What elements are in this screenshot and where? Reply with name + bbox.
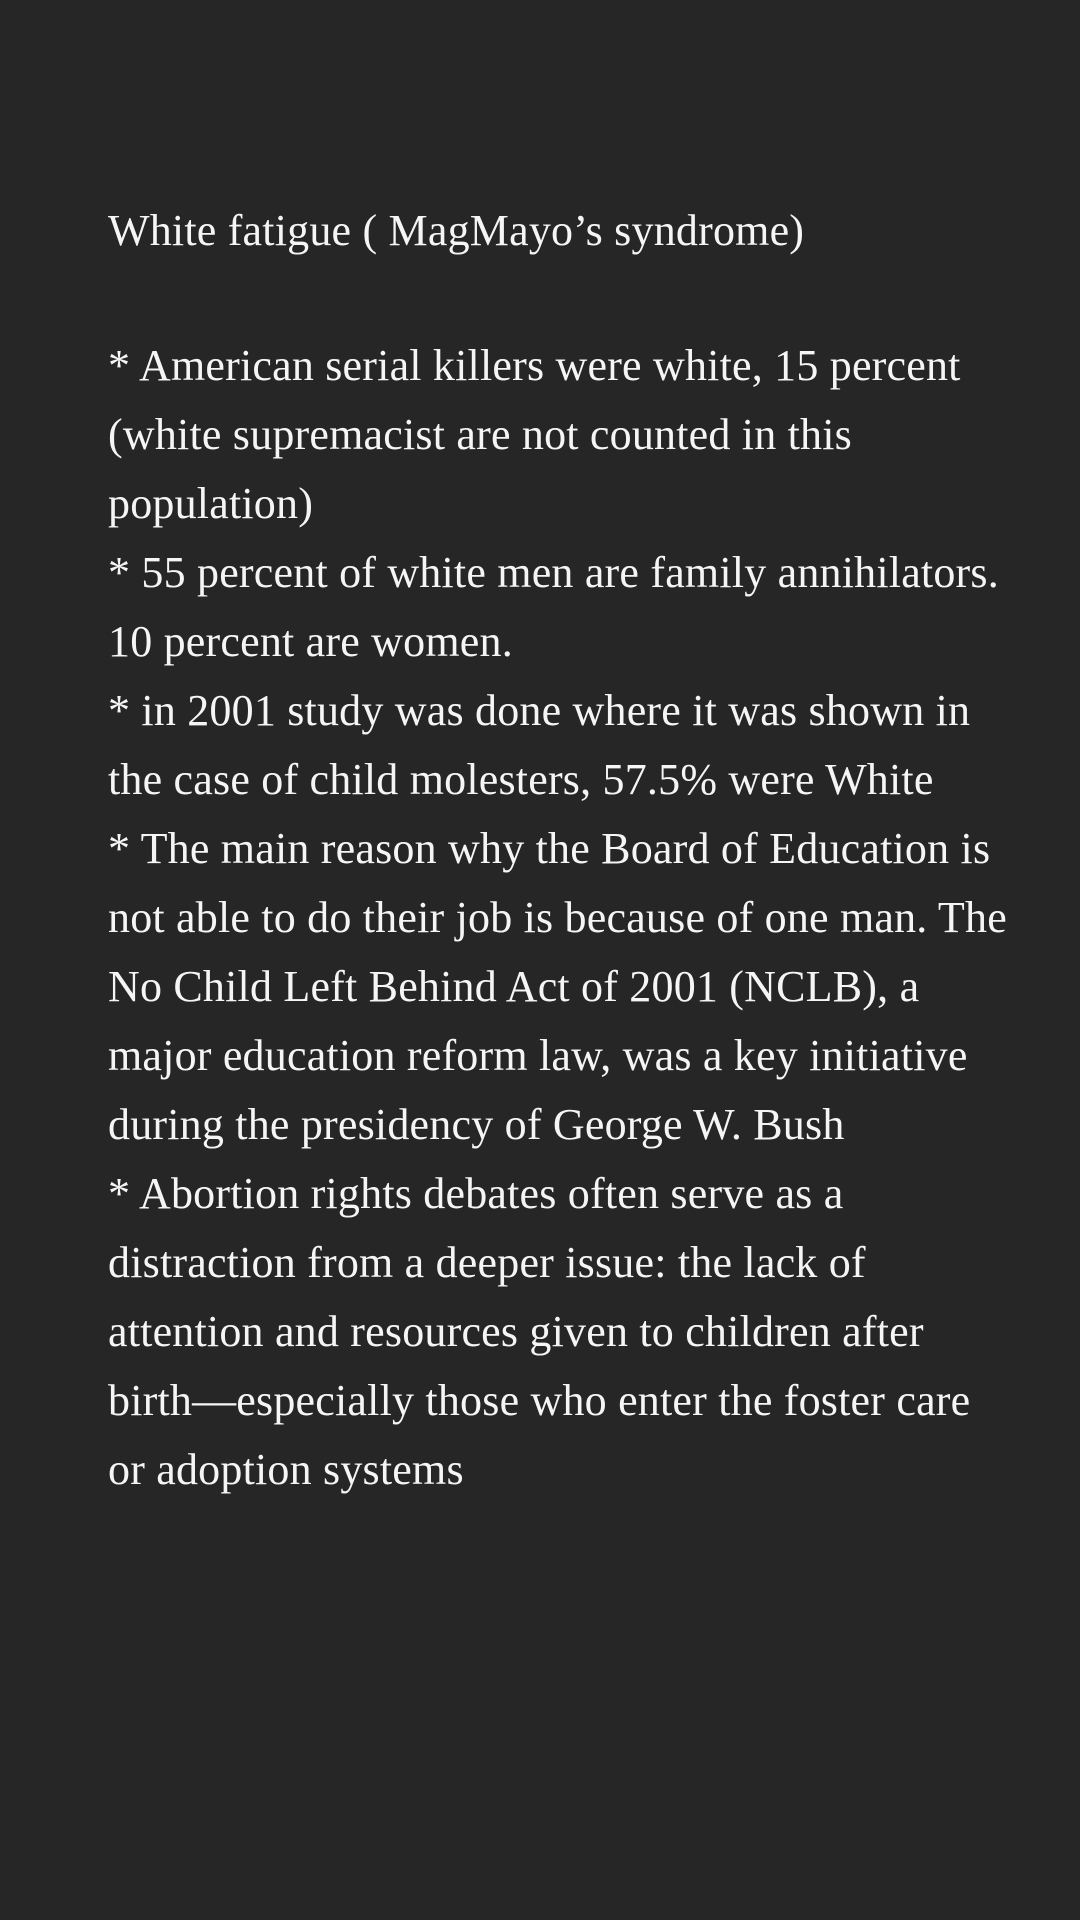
bullet-family-annihilators: * 55 percent of white men are family annihilators. 10 percent are women. — [108, 548, 999, 666]
bullet-2001-study: * in 2001 study was done where it was shown in the case of child molesters, 57.5% were White — [108, 686, 971, 804]
bullet-board-of-education: * The main reason why the Board of Education is not able to do their job is because of one man. The No Child Left Behind Act of 2001 (NCLB), a major education reform law, was a key initiative during the presidency of George W. Bush — [108, 824, 1007, 1149]
bullet-serial-killers: * American serial killers were white, 15 percent (white supremacist are not counted in this population) — [108, 341, 961, 528]
note-text — [108, 196, 1008, 1504]
note-title: White fatigue ( MagMayo’s syndrome) — [108, 206, 805, 255]
bullet-abortion-rights: * Abortion rights debates often serve as a distraction from a deeper issue: the lack of attention and resources given to children after birth—especially those who enter the foster care or adoption systems — [108, 1169, 971, 1494]
